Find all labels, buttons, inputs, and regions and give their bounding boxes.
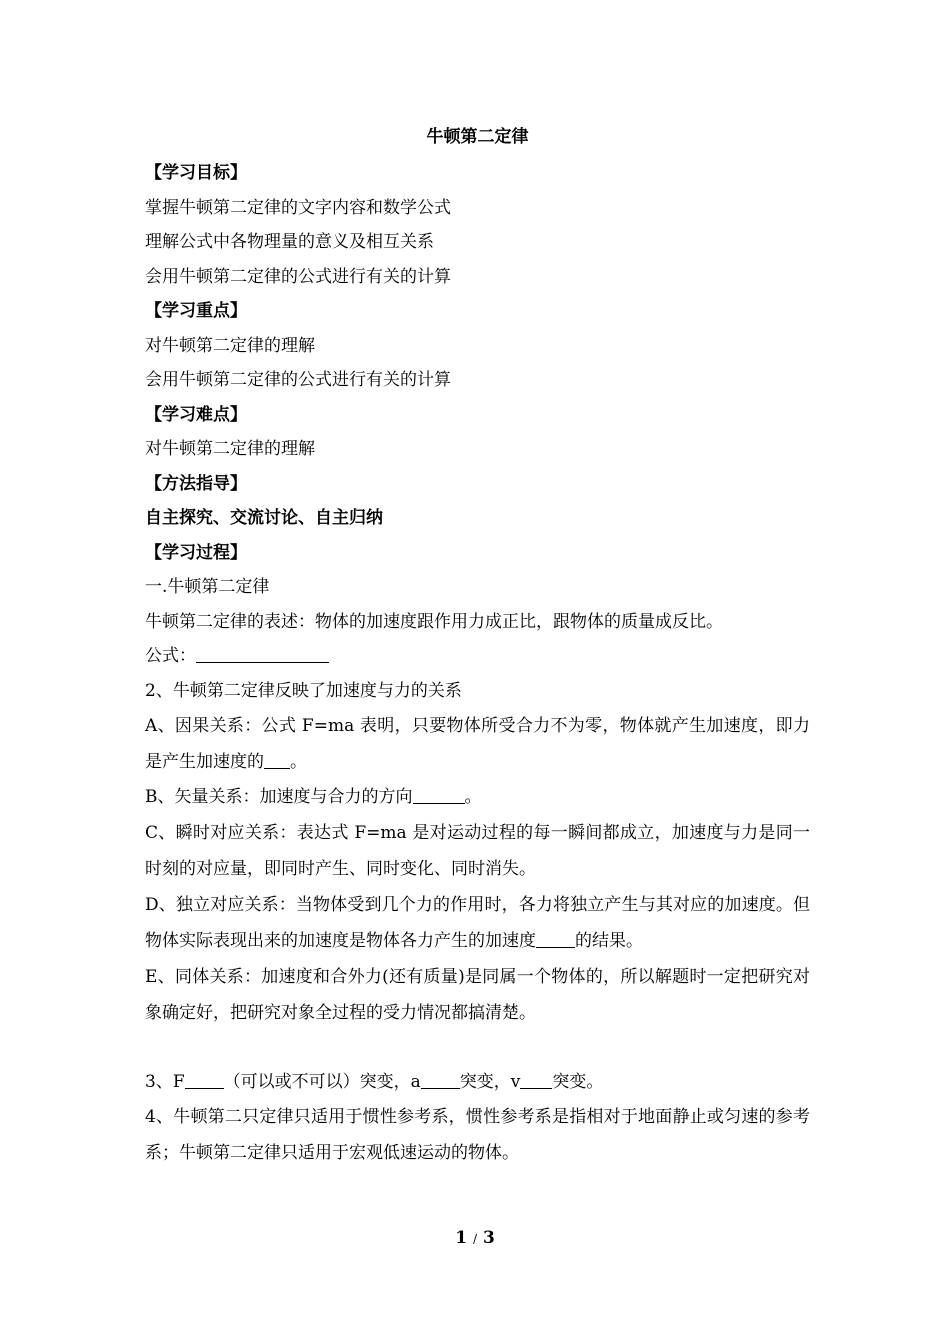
item-b-text: B、矢量关系：加速度与合力的方向 [145, 787, 413, 807]
document-title: 牛顿第二定律 [426, 127, 529, 147]
item-3-blank-f [185, 1070, 224, 1089]
item-d-end: 的结果。 [575, 930, 643, 951]
item-a-end: 。 [290, 752, 307, 772]
item-d-text: D、独立对应关系：当物体受到几个力的作用时，各力将独立产生与其对应的加速度。但物体实际表现出来的加速度是物体各力产生的加速度 [145, 894, 810, 951]
page-number [0, 1228, 950, 1248]
process-heading: 【学习过程】 [145, 542, 247, 563]
document-body [145, 120, 810, 1171]
item-a-blank [264, 750, 290, 769]
formula-line [145, 639, 810, 674]
item-b-paragraph [145, 780, 810, 815]
current-page: 1 [455, 1228, 468, 1248]
item-4-paragraph: 4、牛顿第二只定律只适用于惯性参考系，惯性参考系是指相对于地面静止或匀速的参考系；牛顿第二定律只适用于宏观低速运动的物体。 [145, 1107, 810, 1163]
item-3-part: 突变。 [552, 1071, 604, 1092]
page-separator: / [472, 1232, 478, 1246]
goal-item: 掌握牛顿第二定律的文字内容和数学公式 [145, 197, 451, 218]
item-d-paragraph [145, 887, 810, 959]
total-pages: 3 [482, 1228, 495, 1248]
item-b-blank [413, 785, 465, 804]
goal-item: 会用牛顿第二定律的公式进行有关的计算 [145, 266, 451, 287]
goals-heading: 【学习目标】 [145, 163, 247, 183]
item-a-paragraph [145, 708, 810, 780]
item-3-blank-v [520, 1070, 552, 1089]
key-points-heading: 【学习重点】 [145, 301, 247, 321]
method-heading: 【方法指导】 [145, 473, 247, 494]
item-3-line [145, 1065, 810, 1100]
difficulties-heading: 【学习难点】 [145, 404, 247, 425]
item-b-end: 。 [464, 787, 482, 807]
item-a-text: A、因果关系：公式 F=ma 表明，只要物体所受合力不为零，物体就产生加速度，即力是产生加速度的 [145, 716, 810, 772]
section-title: 一.牛顿第二定律 [145, 577, 270, 597]
item-d-blank [536, 929, 575, 948]
item-3-part: （可以或不可以）突变，a [223, 1071, 421, 1092]
item-3-blank-a [421, 1070, 460, 1089]
goal-item: 理解公式中各物理量的意义及相互关系 [145, 232, 434, 252]
blank-line [145, 1031, 810, 1065]
formula-label: 公式： [145, 646, 196, 666]
item-c-paragraph: C、瞬时对应关系：表达式 F=ma 是对运动过程的每一瞬间都成立，加速度与力是同一时刻的对应量，即同时产生、同时变化、同时消失。 [145, 822, 810, 879]
item-e-paragraph: E、同体关系：加速度和合外力(还有质量)是同属一个物体的，所以解题时一定把研究对象确定好，把研究对象全过程的受力情况都搞清楚。 [145, 966, 810, 1023]
difficulty-item: 对牛顿第二定律的理解 [145, 439, 315, 459]
item-3-part: 3、F [145, 1071, 185, 1092]
item-2-title: 2、牛顿第二定律反映了加速度与力的关系 [145, 680, 462, 701]
key-point-item: 会用牛顿第二定律的公式进行有关的计算 [145, 370, 451, 390]
method-text: 自主探究、交流讨论、自主归纳 [145, 508, 383, 528]
formula-blank [196, 644, 329, 663]
law-statement: 牛顿第二定律的表述：物体的加速度跟作用力成正比，跟物体的质量成反比。 [145, 611, 723, 632]
key-point-item: 对牛顿第二定律的理解 [145, 335, 315, 356]
item-3-part: 突变，v [459, 1071, 521, 1092]
